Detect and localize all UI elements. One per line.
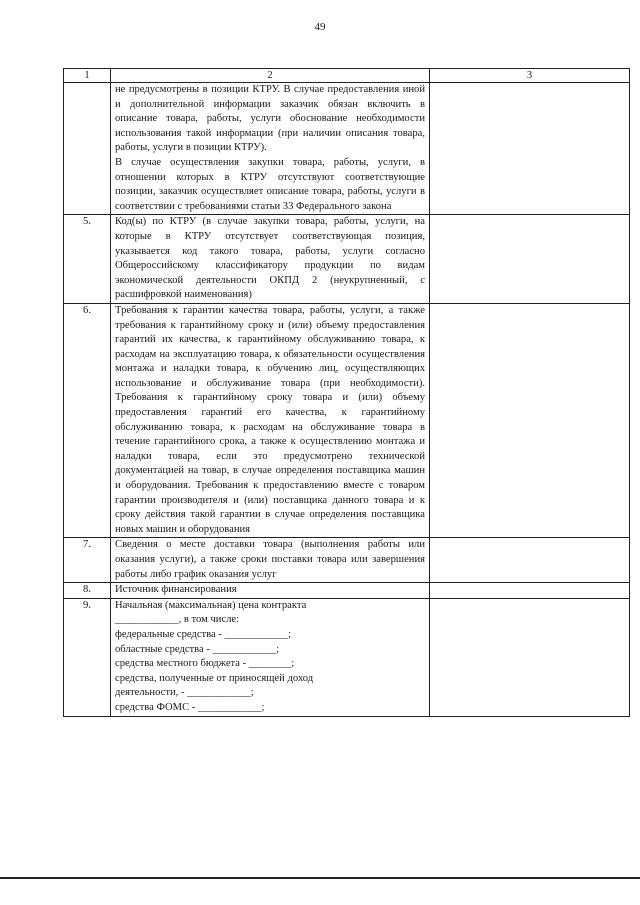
table-row-5 [64,215,630,304]
federal-funds-line: федеральные средства - ____________; [115,628,292,640]
table-header-row [64,69,630,83]
requirements-table [63,68,630,717]
row-description [111,215,430,304]
row-text: Код(ы) по КТРУ (в случае закупки товара, работы, услуги, на которые в КТРУ отсутствует соответствующая позиция, указывается код такого товара, работы, услуги согласно Общероссийскому классификатору продукции по видам экономической деятельности ОКПД 2 (неукрупненный, с расшифровкой наименования) [115,216,425,301]
row-value-cell [430,538,630,583]
row-number: 5. [64,215,111,304]
foms-funds-line: средства ФОМС - ____________; [115,701,265,713]
header-col-1: 1 [64,69,111,83]
row-text: Сведения о месте доставки товара (выполнения работы или оказания услуги), а также сроки поставки товара или завершения работы либо график оказания услуг [115,539,425,580]
row-number: 6. [64,303,111,538]
row-value-cell [430,303,630,538]
row-number: 7. [64,538,111,583]
continuation-paragraph-1: не предусмотрены в позиции КТРУ. В случае предоставления иной и дополнительной информации заказчик обязан включить в описание товара, работы, услуги обоснование необходимости использования такой информации (при наличии описания товара, работы, услуги в позиции КТРУ). [115,84,425,154]
row-value-cell [430,83,630,215]
income-activity-line-2: деятельности, - ____________; [115,687,254,699]
row-value-cell [430,598,630,716]
including-line: ____________, в том числе: [115,614,240,626]
row-description [111,583,430,599]
local-budget-line: средства местного бюджета - ________; [115,658,295,670]
continuation-paragraph-2: В случае осуществления закупки товара, работы, услуги, в отношении которых в КТРУ отсутствуют соответствующие позиции, заказчик осуществляет описание товара, работы, услуги в соответствии с требованиями статьи 33 Федерального закона [115,156,425,212]
row-description [111,303,430,538]
row-description [111,598,430,716]
table-row-6 [64,303,630,538]
table-row-9 [64,598,630,716]
income-activity-line: средства, полученные от приносящей доход [115,672,314,684]
row-value-cell [430,215,630,304]
table-row-8 [64,583,630,599]
row-number [64,83,111,215]
row-description [111,83,430,215]
header-col-3: 3 [430,69,630,83]
bottom-rule [0,877,640,879]
row-number: 9. [64,598,111,716]
regional-funds-line: областные средства - ____________; [115,643,280,655]
page-number: 49 [314,21,326,33]
contract-price-line: Начальная (максимальная) цена контракта [115,599,307,611]
row-text: Источник финансирования [115,584,237,596]
table-row-7 [64,538,630,583]
row-description [111,538,430,583]
row-value-cell [430,583,630,599]
table-row-continuation [64,83,630,215]
row-number: 8. [64,583,111,599]
header-col-2: 2 [111,69,430,83]
row-text: Требования к гарантии качества товара, работы, услуги, а также требования к гарантийному сроку и (или) объему предоставления гарантий их качества, к гарантийному обслуживанию товара, к расходам на эксплуатацию товара, к обязательности осуществления монтажа и наладки товара, к обучению лиц, осуществляющих использование и обслуживание товара (при необходимости). Требования к гарантийному сроку товара и (или) объему предоставления гарантий его качества, к гарантийному обслуживанию товара, к расходам на обслуживание товара в течение гарантийного срока, а также к осуществлению монтажа и наладки товара, если это предусмотрено технической документацией на товар, в случае определения поставщика машин и оборудования. Требования к предоставлению вместе с товаром гарантии производителя и (или) поставщика данного товара и к сроку действия такой гарантии в случае определения поставщика новых машин и оборудования [115,304,425,535]
